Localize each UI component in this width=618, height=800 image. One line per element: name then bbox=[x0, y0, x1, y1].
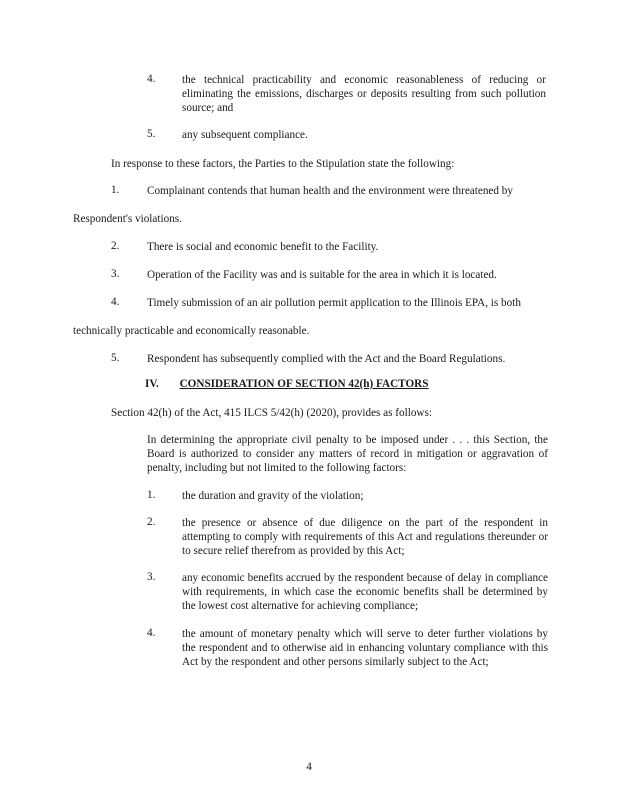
list-item-number: 5. bbox=[147, 128, 156, 140]
section-numeral: IV. bbox=[145, 378, 159, 390]
list-item-number: 4. bbox=[147, 73, 156, 85]
factor-text: the amount of monetary penalty which will serve to deter further violations by the respondent and to otherwise aid in enhancing voluntary compliance with this Act by the respondent and other persons similarly subject to the Act; bbox=[182, 628, 548, 668]
response-text-continued: technically practicable and economically reasonable. bbox=[73, 325, 310, 337]
response-number: 1. bbox=[111, 184, 120, 196]
section-heading bbox=[145, 377, 565, 391]
factor-text: the duration and gravity of the violation; bbox=[182, 490, 364, 502]
response-number: 3. bbox=[111, 268, 120, 280]
section-intro: Section 42(h) of the Act, 415 ILCS 5/42(h) (2020), provides as follows: bbox=[111, 407, 432, 419]
response-text: Operation of the Facility was and is suitable for the area in which it is located. bbox=[147, 269, 497, 281]
response-text-continued: Respondent's violations. bbox=[73, 213, 182, 225]
response-text: Respondent has subsequently complied with the Act and the Board Regulations. bbox=[147, 353, 506, 365]
response-number: 4. bbox=[111, 296, 120, 308]
section-title: CONSIDERATION OF SECTION 42(h) FACTORS bbox=[179, 378, 429, 390]
list-item-text: any subsequent compliance. bbox=[182, 129, 308, 141]
response-number: 5. bbox=[111, 352, 120, 364]
factor-number: 1. bbox=[147, 489, 156, 501]
quote-intro: In determining the appropriate civil penalty to be imposed under . . . this Section, the Board is authorized to consider any matters of record in mitigation or aggravation of penalty, including but not limited to the following factors: bbox=[147, 434, 548, 474]
factor-text: any economic benefits accrued by the respondent because of delay in compliance with requirements, in which case the economic benefits shall be determined by the lowest cost alternative for achieving compliance; bbox=[182, 572, 548, 612]
factor-number: 2. bbox=[147, 516, 156, 528]
factor-text: the presence or absence of due diligence on the part of the respondent in attempting to comply with requirements of this Act and regulations thereunder or to secure relief therefrom as provided by this Act; bbox=[182, 517, 548, 557]
response-intro: In response to these factors, the Parties to the Stipulation state the following: bbox=[111, 158, 455, 170]
factor-number: 4. bbox=[147, 627, 156, 639]
response-number: 2. bbox=[111, 240, 120, 252]
factor-number: 3. bbox=[147, 571, 156, 583]
response-text: Complainant contends that human health and the environment were threatened by bbox=[147, 185, 513, 197]
page-number: 4 bbox=[306, 761, 312, 773]
response-text: There is social and economic benefit to the Facility. bbox=[147, 241, 379, 253]
list-item-text: the technical practicability and economic reasonableness of reducing or eliminating the emissions, discharges or deposits resulting from such pollution source; and bbox=[182, 74, 546, 114]
response-text: Timely submission of an air pollution permit application to the Illinois EPA, is both bbox=[147, 297, 521, 309]
